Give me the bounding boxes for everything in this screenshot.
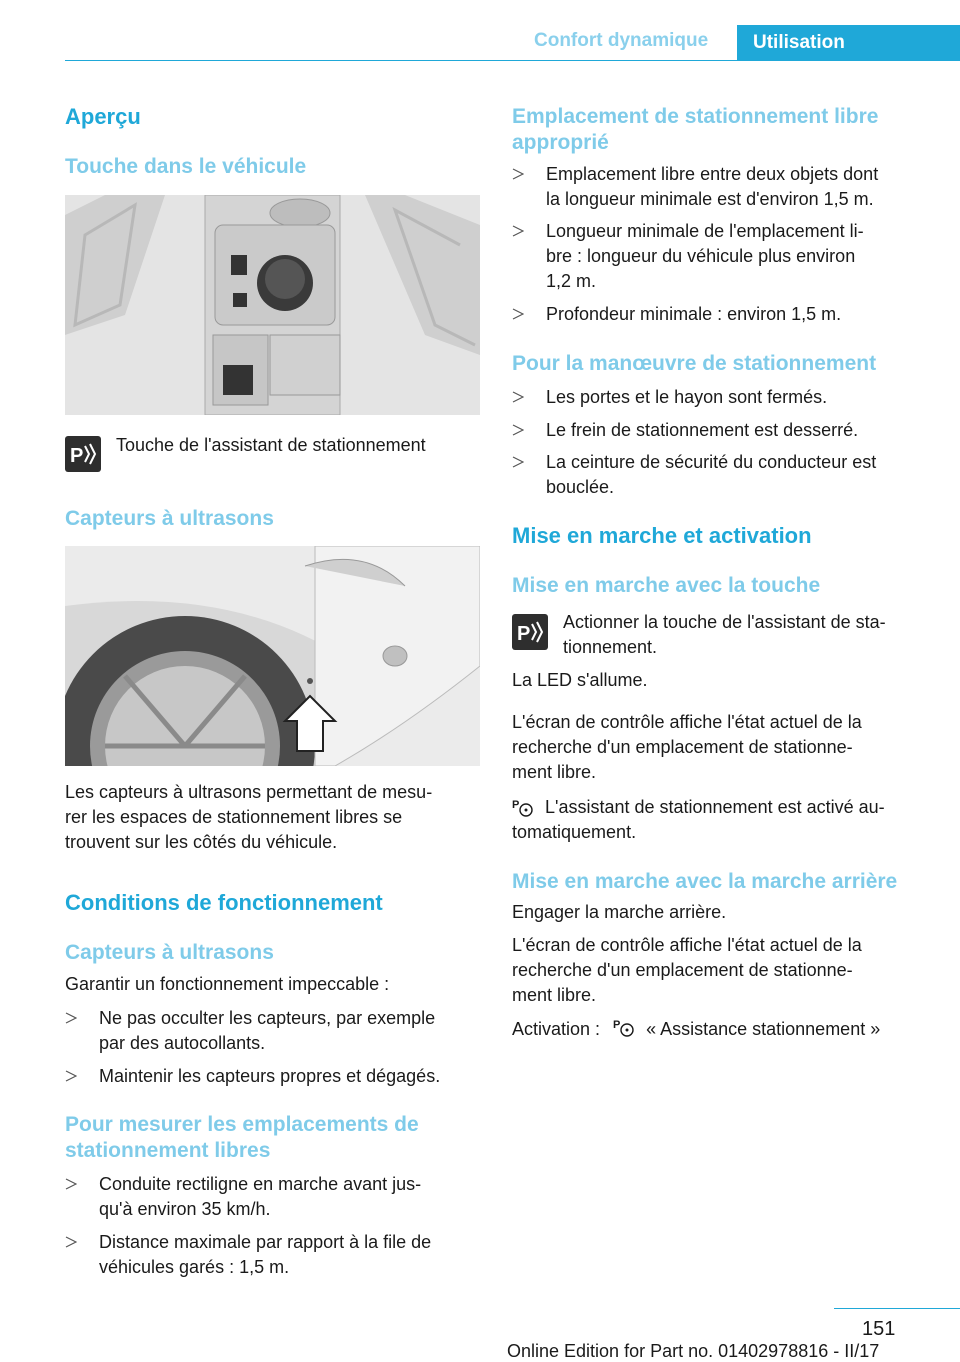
- bullet-triangle-icon: [512, 456, 524, 468]
- list-item: Les portes et le hayon sont fermés.: [512, 385, 942, 410]
- button-title: Touche dans le véhicule: [65, 155, 307, 178]
- auto-text: L'assistant de stationnement est activé au- tomatiquement.: [512, 797, 885, 842]
- measure-title: Pour mesurer les emplacements de stationnement libres: [65, 1113, 419, 1162]
- activation-menu-item: « Assistance stationnement »: [646, 1019, 881, 1039]
- ultrasonic-sensor-image: [65, 546, 480, 766]
- list-item: Longueur minimale de l'emplacement li- bre : longueur du véhicule plus environ 1,2 m.: [512, 219, 942, 294]
- svg-text:P: P: [70, 445, 84, 467]
- overview-title: Aperçu: [65, 104, 141, 129]
- conditions-intro: Garantir un fonctionnement impeccable :: [65, 974, 390, 994]
- button-on-text: Actionner la touche de l'assistant de sta- tionnement.: [563, 612, 886, 657]
- parking-assist-button-icon: [512, 614, 548, 650]
- bullet-triangle-icon: [512, 168, 524, 180]
- space-title: Emplacement de stationnement libre approprié: [512, 105, 879, 154]
- sensors-title: Capteurs à ultrasons: [65, 507, 274, 530]
- button-caption: Touche de l'assistant de stationnement: [116, 435, 426, 455]
- reverse-text: Engager la marche arrière.: [512, 902, 727, 922]
- conditions-title: Conditions de fonctionnement: [65, 890, 383, 915]
- bullet-triangle-icon: [65, 1178, 77, 1190]
- conditions-sensors-title: Capteurs à ultrasons: [65, 941, 274, 964]
- list-item: Distance maximale par rapport à la file de véhicules garés : 1,5 m.: [65, 1230, 485, 1280]
- reverse-title: Mise en marche avec la marche arrière: [512, 870, 898, 893]
- activation-line: [512, 1016, 952, 1042]
- display-text: L'écran de contrôle affiche l'état actuel de la recherche d'un emplacement de stationne- ment libre.: [512, 712, 862, 782]
- list-item: Profondeur minimale : environ 1,5 m.: [512, 302, 942, 327]
- footer-edition: Online Edition for Part no. 01402978816 - II/17: [507, 1341, 880, 1361]
- footer-line: [834, 1308, 960, 1309]
- maneuver-title: Pour la manœuvre de stationnement: [512, 352, 877, 375]
- header-line: [65, 60, 960, 61]
- parking-assist-button-icon: [65, 436, 101, 472]
- bullet-triangle-icon: [512, 391, 524, 403]
- list-item: Ne pas occulter les capteurs, par exemple par des autocollants.: [65, 1006, 485, 1056]
- activation-label: Activation :: [512, 1019, 601, 1039]
- bullet-triangle-icon: [512, 308, 524, 320]
- list-item: La ceinture de sécurité du conducteur est bouclée.: [512, 450, 942, 500]
- sensors-text: Les capteurs à ultrasons permettant de mesu- rer les espaces de stationnement libres se trouvent sur les côtés du véhicule.: [65, 782, 433, 852]
- list-item: Emplacement libre entre deux objets dont la longueur minimale est d'environ 1,5 m.: [512, 162, 942, 212]
- bullet-triangle-icon: [65, 1236, 77, 1248]
- parking-assist-symbol-icon: [613, 1016, 635, 1036]
- bullet-triangle-icon: [65, 1012, 77, 1024]
- console-image: [65, 195, 480, 415]
- reverse-display-text: L'écran de contrôle affiche l'état actuel de la recherche d'un emplacement de stationne- ment libre.: [512, 935, 862, 1005]
- list-item: Maintenir les capteurs propres et dégagés.: [65, 1064, 485, 1089]
- bullet-triangle-icon: [512, 424, 524, 436]
- page-number: 151: [862, 1318, 896, 1340]
- svg-text:P: P: [512, 799, 520, 811]
- bullet-triangle-icon: [512, 225, 524, 237]
- button-on-title: Mise en marche avec la touche: [512, 574, 821, 597]
- header-chapter-tab: Utilisation: [737, 25, 960, 61]
- activation-title: Mise en marche et activation: [512, 523, 812, 548]
- bullet-triangle-icon: [65, 1070, 77, 1082]
- svg-text:P: P: [613, 1019, 621, 1031]
- header-section: Confort dynamique: [534, 30, 709, 51]
- svg-text:P: P: [517, 623, 531, 645]
- list-item: Le frein de stationnement est desserré.: [512, 418, 942, 443]
- led-text: La LED s'allume.: [512, 670, 648, 690]
- list-item: Conduite rectiligne en marche avant jus- qu'à environ 35 km/h.: [65, 1172, 485, 1222]
